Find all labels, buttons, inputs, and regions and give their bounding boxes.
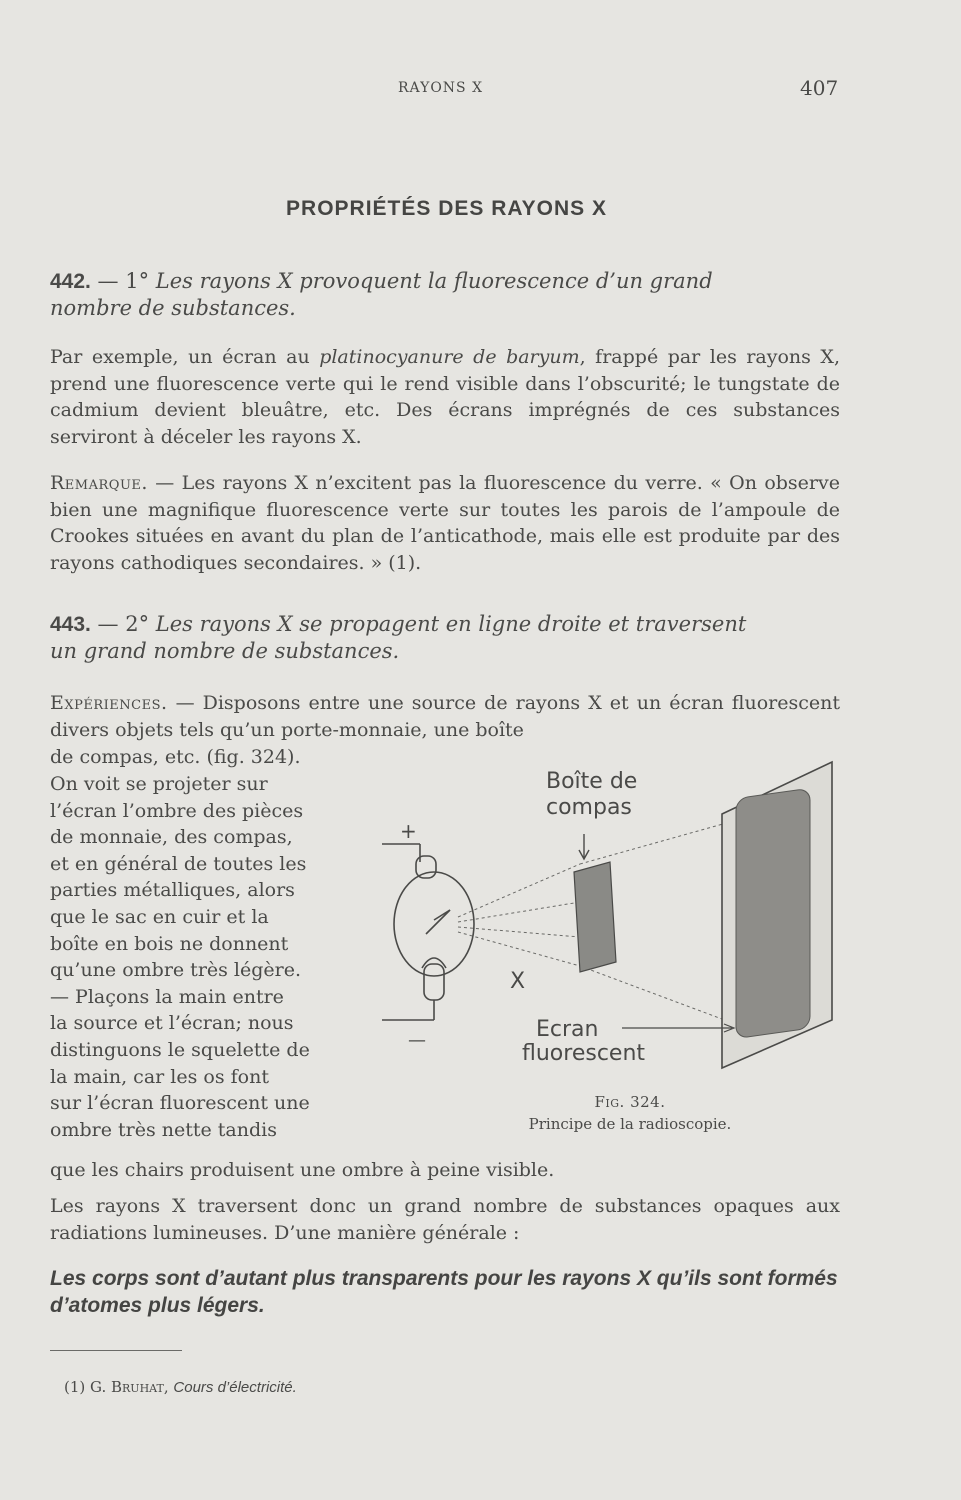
screen-label-line2: fluorescent <box>522 1041 646 1066</box>
wrap-end-line: que les chairs produisent une ombre à peine visible. <box>50 1159 555 1181</box>
experiences-label: Expériences. <box>50 692 168 714</box>
footnote-sep: , <box>163 1378 174 1396</box>
heading-442-number: 442. <box>50 270 91 293</box>
heading-443-line2: un grand nombre de substances. <box>50 639 400 663</box>
wrap-line: parties métalliques, alors <box>50 879 295 902</box>
wrap-line: distinguons le squelette de <box>50 1038 310 1061</box>
footnote-mark: (1) G. <box>64 1378 111 1396</box>
figure-caption <box>470 1091 790 1135</box>
section-title: PROPRIÉTÉS DES RAYONS X <box>286 197 607 220</box>
heading-443-line1: Les rayons X se propagent en ligne droite et traversent <box>155 612 747 636</box>
experiences-line3: de compas, etc. (fig. 324). <box>50 746 301 768</box>
wrapped-text-block <box>50 771 355 1143</box>
figure-radioscopy <box>370 752 850 1072</box>
footnote-author: Bruhat <box>111 1378 164 1396</box>
wrap-line: et en général de toutes les <box>50 852 307 875</box>
wrap-line: qu’une ombre très légère. <box>50 959 302 982</box>
p442-text-b: , frappé par les rayons X, prend une fluorescence verte qui le rend visible dans l’obscurité; le tungstate de cadmium devient bleuâtre, etc. Des écrans imprégnés de ces substances serviront à déceler les rayons X. <box>50 346 840 448</box>
xray-tube <box>382 844 474 1020</box>
anode-plus-label: + <box>400 819 417 843</box>
heading-443-number: 443. <box>50 613 91 636</box>
paragraph-experiences <box>50 690 840 743</box>
paragraph-remark <box>50 470 840 576</box>
wrap-line: sur l’écran fluorescent une <box>50 1092 310 1115</box>
figure-number: Fig. 324. <box>594 1093 666 1111</box>
screen-label-line1: Ecran <box>536 1017 599 1042</box>
wrap-line: ombre très nette tandis <box>50 1118 277 1141</box>
heading-442-line1: Les rayons X provoquent la fluorescence d’un grand <box>155 269 713 293</box>
wrap-line: de monnaie, des compas, <box>50 826 293 849</box>
conclusion-statement: Les corps sont d’autant plus transparents pour les rayons X qu’ils sont formés d’atomes plus légers. <box>50 1267 838 1317</box>
heading-442-dash: — 1° <box>90 269 156 293</box>
p442-text-a: Par exemple, un écran au <box>50 346 320 368</box>
footnote-rule <box>50 1350 182 1351</box>
footnote <box>64 1378 297 1396</box>
wrap-line: On voit se projeter sur <box>50 773 268 795</box>
running-head: RAYONS X <box>398 80 484 96</box>
box-label-line1: Boîte de <box>546 769 638 794</box>
fluorescent-screen <box>722 762 832 1068</box>
wrap-line: la main, car les os font <box>50 1065 269 1088</box>
heading-442 <box>50 268 840 322</box>
experiences-text: — Disposons entre une source de rayons X et un écran fluorescent divers objets tels qu’un porte-monnaie, une boîte <box>50 692 840 741</box>
wrap-line: la source et l’écran; nous <box>50 1012 294 1035</box>
heading-442-line2: nombre de substances. <box>50 296 296 320</box>
paragraph-substances: Les rayons X traversent donc un grand nombre de substances opaques aux radiations lumineuses. D’une manière générale : <box>50 1195 840 1244</box>
compass-box <box>574 862 616 972</box>
remark-text: — Les rayons X n’excitent pas la fluorescence du verre. « On observe bien une magnifique fluorescence verte sur toutes les parois de l’ampoule de Crookes situées en avant du plan de l’anticathode, mais elle est produite par des rayons cathodiques secondaires. » (1). <box>50 472 840 574</box>
box-label-line2: compas <box>546 795 632 820</box>
page-number: 407 <box>800 76 839 100</box>
figure-caption-text: Principe de la radioscopie. <box>528 1115 732 1133</box>
paragraph-442-example <box>50 344 840 450</box>
wrap-line: l’écran l’ombre des pièces <box>50 799 304 822</box>
cathode-minus-label: — <box>408 1030 426 1051</box>
footnote-work: Cours d’électricité. <box>173 1379 297 1396</box>
wrap-line: — Plaçons la main entre <box>50 985 284 1008</box>
xray-x-label: X <box>510 969 526 994</box>
wrap-line: que le sac en cuir et la <box>50 905 269 928</box>
p442-italic-term: platinocyanure de baryum <box>319 346 580 368</box>
wrap-line: boîte en bois ne donnent <box>50 932 289 955</box>
heading-443-dash: — 2° <box>90 612 156 636</box>
heading-443 <box>50 611 840 665</box>
remark-label: Remarque. <box>50 472 148 494</box>
